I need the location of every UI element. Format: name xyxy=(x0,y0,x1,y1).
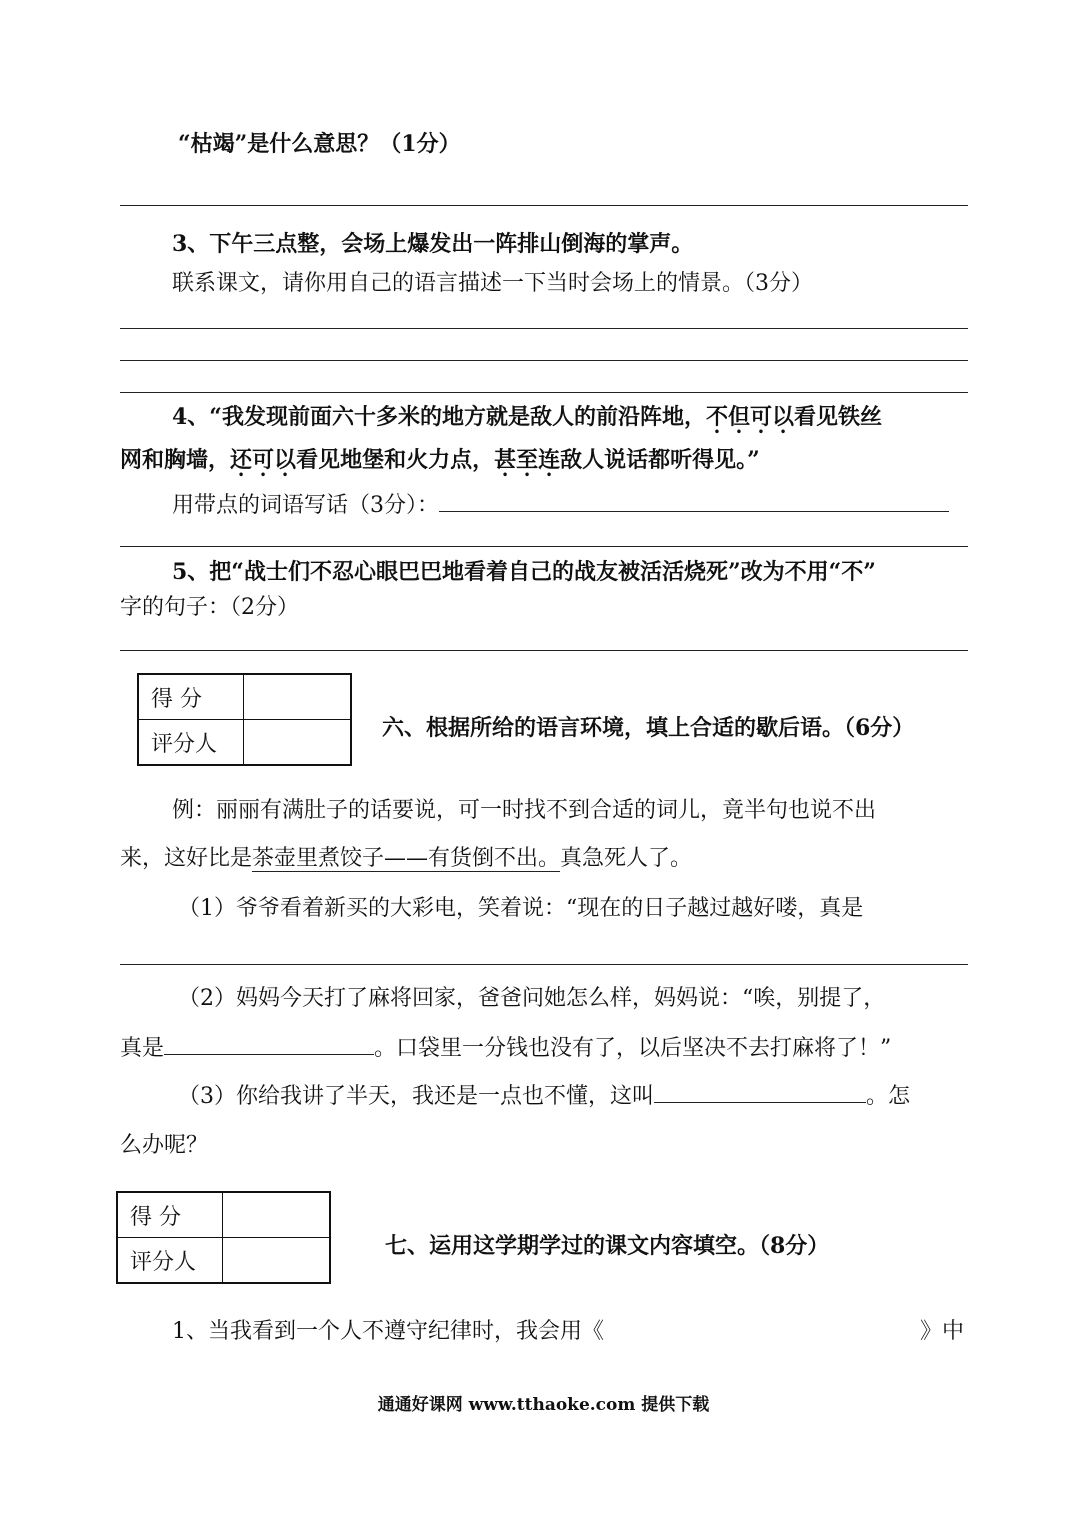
dotted-char: 甚 xyxy=(494,447,517,473)
example-text: 真急死人了。 xyxy=(560,846,693,871)
q2-text: 真是 xyxy=(120,1036,165,1061)
question-4-line3 xyxy=(172,492,949,520)
q4-text: 网和胸墙， xyxy=(120,447,231,473)
question-5-line1: 5、把“战士们不忍心眼巴巴地看着自己的战友被活活烧死”改为不用“不” xyxy=(172,559,876,585)
score-box-6 xyxy=(137,673,352,766)
example-text: 来，这好比是 xyxy=(120,846,253,871)
question-4-line2 xyxy=(120,446,760,474)
s6-question-3-line1 xyxy=(178,1083,910,1111)
grader-cell[interactable] xyxy=(223,1238,331,1284)
question-5-line2: 字的句子：（2分） xyxy=(120,595,299,620)
section-6-title: 六、根据所给的语言环境，填上合适的歇后语。（6分） xyxy=(382,715,915,741)
answer-line xyxy=(120,205,968,206)
answer-line xyxy=(120,650,968,651)
q4-text: 看见铁丝 xyxy=(794,404,883,430)
dotted-char: 可 xyxy=(252,447,275,473)
question-4-line1 xyxy=(172,403,882,431)
q3-text: （3）你给我讲了半天，我还是一点也不懂，这叫 xyxy=(178,1084,654,1109)
q4-text: 敌人说话都听得见。” xyxy=(560,447,760,473)
s7-question-1-end: 》中 xyxy=(920,1319,965,1344)
grader-cell[interactable] xyxy=(244,720,352,766)
q2-text: 。口袋里一分钱也没有了，以后坚决不去打麻将了！” xyxy=(374,1036,892,1061)
question-3-line2: 联系课文，请你用自己的语言描述一下当时会场上的情景。（3分） xyxy=(172,271,813,296)
dotted-char: 至 xyxy=(516,447,539,473)
dotted-char: 以 xyxy=(772,404,795,430)
dotted-char: 但 xyxy=(727,404,750,430)
grader-label: 评分人 xyxy=(117,1238,223,1284)
s6-question-2-line1: （2）妈妈今天打了麻将回家，爸爸问她怎么样，妈妈说：“唉，别提了， xyxy=(178,986,886,1011)
q4-text: 看见地堡和火力点， xyxy=(296,447,495,473)
q4-instruction: 用带点的词语写话（3分）： xyxy=(172,493,439,518)
footer: 通通好课网 www.tthaoke.com 提供下载 xyxy=(377,1395,710,1415)
section-7-title: 七、运用这学期学过的课文内容填空。（8分） xyxy=(385,1233,830,1259)
question-kuhe: “枯竭”是什么意思？（1分） xyxy=(178,131,461,157)
answer-line xyxy=(120,546,968,547)
score-label: 得 分 xyxy=(138,674,244,720)
answer-line xyxy=(120,360,968,361)
question-3-line1: 3、下午三点整，会场上爆发出一阵排山倒海的掌声。 xyxy=(172,231,694,257)
s7-question-1: 1、当我看到一个人不遵守纪律时，我会用《 xyxy=(172,1319,604,1344)
answer-blank[interactable] xyxy=(654,1098,866,1103)
s6-question-2-line2 xyxy=(120,1035,891,1063)
score-cell[interactable] xyxy=(244,674,352,720)
score-label: 得 分 xyxy=(117,1192,223,1238)
example-answer: 茶壶里煮饺子——有货倒不出。 xyxy=(252,846,561,871)
s6-question-3-line2: 么办呢？ xyxy=(120,1133,209,1158)
answer-blank[interactable] xyxy=(439,507,949,512)
dotted-char: 可 xyxy=(750,404,773,430)
example-line1: 例：丽丽有满肚子的话要说，可一时找不到合适的词儿，竟半句也说不出 xyxy=(172,798,877,823)
dotted-char: 还 xyxy=(230,447,253,473)
dotted-char: 连 xyxy=(538,447,561,473)
answer-line xyxy=(120,328,968,329)
s6-question-1: （1）爷爷看着新买的大彩电，笑着说：“现在的日子越过越好喽，真是 xyxy=(178,896,864,921)
answer-line xyxy=(120,392,968,393)
dotted-char: 以 xyxy=(274,447,297,473)
dotted-char: 不 xyxy=(705,404,728,430)
grader-label: 评分人 xyxy=(138,720,244,766)
answer-blank[interactable] xyxy=(164,1050,374,1055)
q3-text: 。怎 xyxy=(866,1084,911,1109)
answer-line xyxy=(120,964,968,965)
example-line2 xyxy=(120,845,692,873)
score-box-7 xyxy=(116,1191,331,1284)
q4-text: 4、“我发现前面六十多米的地方就是敌人的前沿阵地， xyxy=(172,404,706,430)
score-cell[interactable] xyxy=(223,1192,331,1238)
